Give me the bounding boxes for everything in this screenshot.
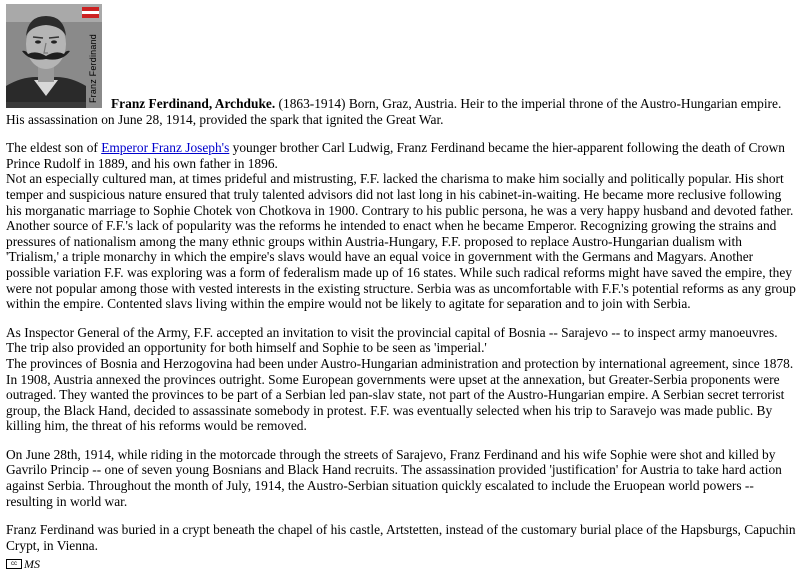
austrian-flag-icon xyxy=(82,7,99,18)
intro-text: (1863-1914) Born, Graz, Austria. Heir to the imperial throne of the Austro-Hungarian empire. His assassination on June 28, 1914, provided the spark that ignited the Great War. xyxy=(6,96,782,127)
copyright-badge-icon: cc xyxy=(6,559,22,569)
character-text: Not an especially cultured man, at times prideful and mistrusting, F.F. lacked the charisma to make him socially and politically popular. His short temper and suspicious nature ensured that truly talented advisors did not last long in his cabinet-in-waiting. He became more reclusive following his morganatic marriage to Sophie Chotek von Chotkova in 1900. Contrary to his public persona, he was a very happy husband and devoted father. xyxy=(6,171,794,218)
bio-text-start: The eldest son of xyxy=(6,140,102,156)
assassination-paragraph: On June 28th, 1914, while riding in the motorcade through the streets of Sarajevo, Franz Ferdinand and his wife Sophie were shot and killed by Gavrilo Princip -- one of seven young Bosnians and Black Hand recruits. The assassination provided 'justification' for Austria to take hard action against Serbia. Throughout the month of July, 1914, the Austro-Serbian situation quickly escalated to include the Eruopean world powers -- resulting in world war. xyxy=(6,446,782,509)
article-name: Franz Ferdinand, Archduke. xyxy=(111,96,276,111)
author-signature: MS xyxy=(24,557,40,571)
burial-paragraph: Franz Ferdinand was buried in a crypt beneath the chapel of his castle, Artstetten, instead of the customary burial place of the Hapsburgs, Capuchin Crypt, in Vienna. xyxy=(6,522,796,553)
portrait-image xyxy=(6,4,102,108)
article-body xyxy=(6,96,796,566)
annexation-text: The provinces of Bosnia and Herzogovina had been under Austro-Hungarian administration and protection by international agreement, since 1878. In 1908, Austria annexed the provinces outright. Some European governments were upset at the annexation, but Greater-Serbia proponents were outraged. They wanted the provinces to be part of a Serbian led pan-slav state, not part of the Austro-Hungarian empire. A Serbian secret terrorist group, the Black Hand, decided to assassinate somebody in protest. F.F. was eventually selected when his trip to Saravejo was made public. By killing him, the threat of his reforms would be removed. xyxy=(6,355,794,434)
sarajevo-paragraph xyxy=(6,325,796,434)
bio-text-end: younger brother Carl Ludwig, Franz Ferdinand became the hier-apparent following the death of Crown Prince Rudolf in 1889, and his own father in 1896. xyxy=(6,140,785,171)
biography-paragraph xyxy=(6,140,796,312)
portrait-caption: Franz Ferdinand xyxy=(88,34,98,104)
inspection-text: As Inspector General of the Army, F.F. accepted an invitation to visit the provincial capital of Bosnia -- Sarajevo -- to inspect army manoeuvres. The trip also provided an opportunity for both himself and Sophie to be seen as 'imperial.' xyxy=(6,324,778,356)
emperor-franz-joseph-link[interactable]: Emperor Franz Joseph's xyxy=(101,140,230,156)
reforms-text: Another source of F.F.'s lack of popularity was the reforms he intended to enact when he became Emperor. Recognizing growing the strains and pressures of nationalism among the many ethnic groups within Austria-Hungary, F.F. proposed to replace Austro-Hungarian dualism with 'Trialism,' a triple monarchy in which the empire's slavs would have an equal voice in government with the Germans and Magyars. Another possible variation F.F. was exploring was a form of federalism made up of 16 states. While such radical reforms might have saved the empire, they were not popular among those with vested interests in the existing structure. Serbia was as uncomfortable with F.F.'s potential reforms as any group within the empire. Contented slavs living within the empire would not be likely to agitate for separation and to join with Serbia. xyxy=(6,218,796,312)
footer xyxy=(6,558,40,570)
flag-stripe-bottom xyxy=(82,14,99,18)
intro-paragraph xyxy=(6,96,796,127)
